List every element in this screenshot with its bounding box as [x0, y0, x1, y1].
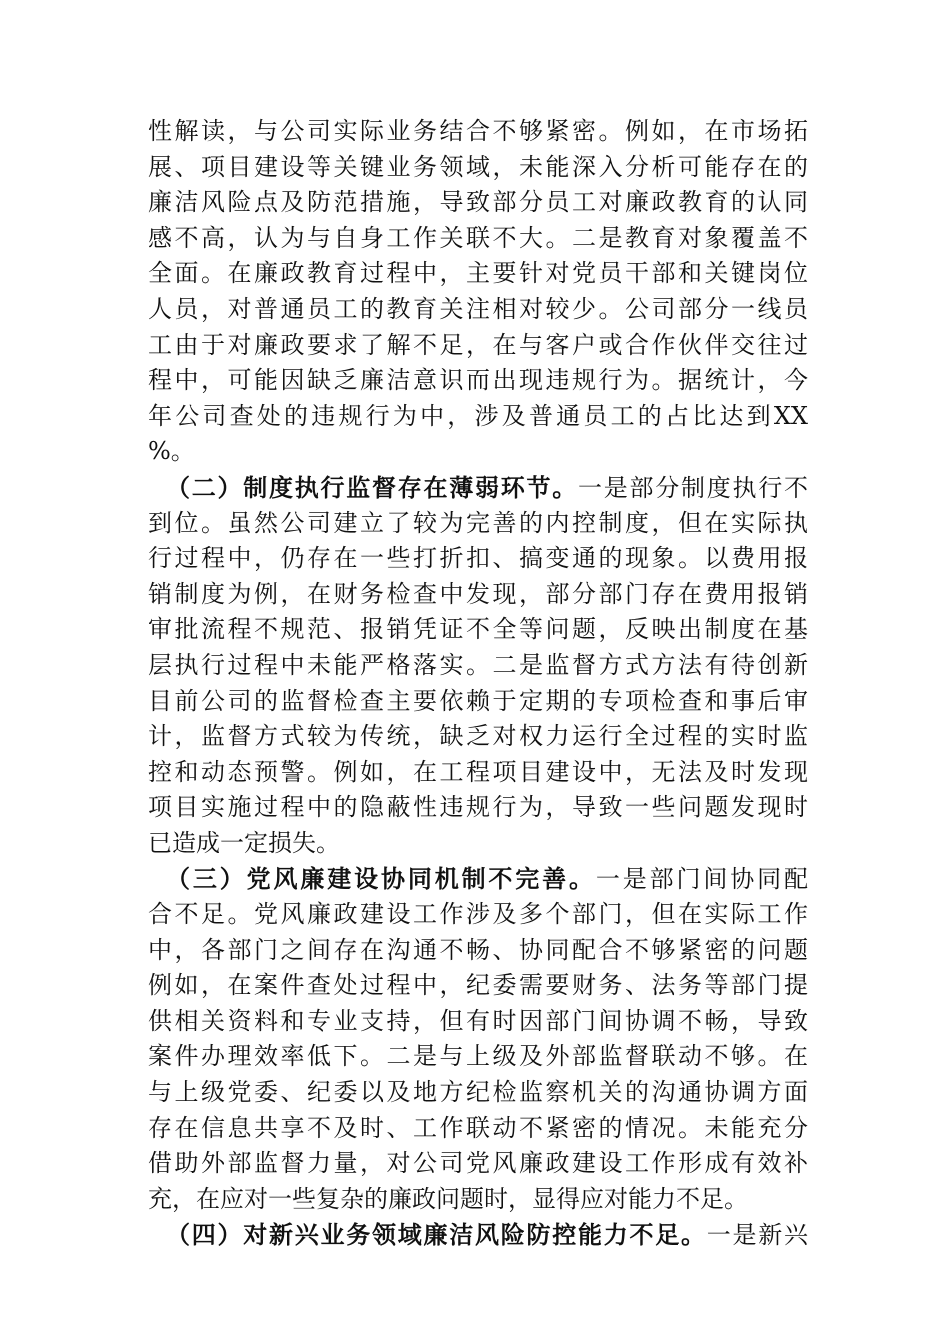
section-first-line [148, 861, 808, 897]
text-line: 工由于对廉政要求了解不足，在与客户或合作伙伴交往过 [148, 330, 808, 359]
text-line: 展、项目建设等关键业务领域，未能深入分析可能存在的 [148, 152, 808, 181]
section-3-heading: （三）党风廉建设协同机制不完善。 [166, 864, 596, 894]
text-line: 性解读，与公司实际业务结合不够紧密。例如，在市场拓 [148, 117, 808, 145]
text-line: 项目实施过程中的隐蔽性违规行为，导致一些问题发现时 [148, 793, 808, 822]
section-3-paragraph [148, 861, 808, 1217]
text-line: 充，在应对一些复杂的廉政问题时，显得应对能力不足。 [148, 1184, 748, 1213]
section-first-line [148, 470, 808, 506]
text-line: 例如，在案件查处过程中，纪委需要财务、法务等部门提 [148, 971, 808, 1000]
text-line: 审批流程不规范、报销凭证不全等问题，反映出制度在基 [148, 615, 808, 644]
document-body [148, 114, 808, 1253]
section-4-heading: （四）对新兴业务领域廉洁风险防控能力不足。 [166, 1220, 707, 1250]
text-line: 行过程中，仍存在一些打折扣、搞变通的现象。以费用报 [148, 544, 808, 573]
section-2-heading: （二）制度执行监督存在薄弱环节。 [166, 472, 578, 502]
text-line: %。 [148, 437, 195, 466]
section-first-line [148, 1217, 808, 1253]
section-4-paragraph [148, 1217, 808, 1253]
text-line: 计，监督方式较为传统，缺乏对权力运行全过程的实时监 [148, 722, 808, 751]
text-line: 到位。虽然公司建立了较为完善的内控制度，但在实际执 [148, 508, 808, 537]
text-line: 人员，对普通员工的教育关注相对较少。公司部分一线员 [148, 294, 808, 323]
text-line: 感不高，认为与自身工作关联不大。二是教育对象覆盖不 [148, 223, 808, 252]
text-line: 全面。在廉政教育过程中，主要针对党员干部和关键岗位 [148, 259, 808, 288]
text-line: 已造成一定损失。 [148, 828, 340, 857]
text-line: 层执行过程中未能严格落实。二是监督方式方法有待创新 [148, 650, 808, 679]
text-line: 年公司查处的违规行为中，涉及普通员工的占比达到XX [148, 401, 808, 430]
text-line: 案件办理效率低下。二是与上级及外部监督联动不够。在 [148, 1042, 808, 1071]
text-line: 中，各部门之间存在沟通不畅、协同配合不够紧密的问题 [148, 935, 808, 964]
text-line: 借助外部监督力量，对公司党风廉政建设工作形成有效补 [148, 1149, 808, 1178]
text-line: 控和动态预警。例如，在工程项目建设中，无法及时发现 [148, 757, 808, 786]
section-3-first-line-text: 一是部门间协同配 [595, 865, 808, 894]
section-2-paragraph [148, 470, 808, 862]
text-line: 与上级党委、纪委以及地方纪检监察机关的沟通协调方面 [148, 1078, 808, 1107]
text-line: 目前公司的监督检查主要依赖于定期的专项检查和事后审 [148, 686, 808, 715]
section-4-first-line-text: 一是新兴 [706, 1221, 808, 1250]
paragraph-continued [148, 114, 808, 470]
text-line: 廉洁风险点及防范措施，导致部分员工对廉政教育的认同 [148, 188, 808, 217]
text-line: 供相关资料和专业支持，但有时因部门间协调不畅，导致 [148, 1006, 808, 1035]
text-line: 存在信息共享不及时、工作联动不紧密的情况。未能充分 [148, 1113, 808, 1142]
text-line: 程中，可能因缺乏廉洁意识而出现违规行为。据统计，今 [148, 366, 808, 395]
text-line: 销制度为例，在财务检查中发现，部分部门存在费用报销 [148, 579, 808, 608]
section-2-first-line-text: 一是部分制度执行不 [578, 473, 808, 502]
text-line: 合不足。党风廉政建设工作涉及多个部门，但在实际工作 [148, 900, 808, 929]
